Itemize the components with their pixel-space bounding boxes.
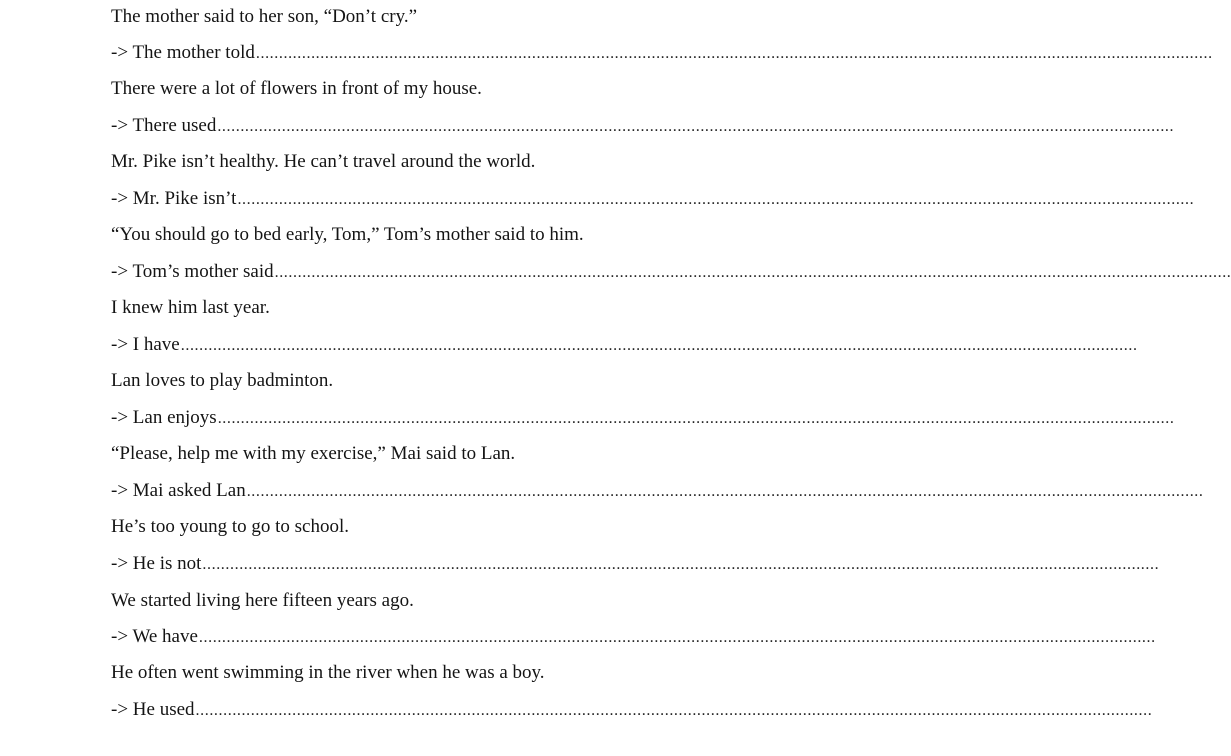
exercise-5-sentence: I knew him last year. xyxy=(111,297,270,318)
exercise-7-sentence: “Please, help me with my exercise,” Mai said to Lan. xyxy=(111,443,516,464)
exercise-3-sentence: Mr. Pike isn’t healthy. He can’t travel around the world. xyxy=(111,151,536,172)
answer-prefix: -> He is not xyxy=(111,553,202,574)
answer-prefix: -> We have xyxy=(111,626,198,647)
exercise-2-sentence: There were a lot of flowers in front of my house. xyxy=(111,78,482,99)
exercise-10-answer-line[interactable] xyxy=(111,696,1153,724)
exercise-6-sentence: Lan loves to play badminton. xyxy=(111,370,334,391)
answer-prefix: -> I have xyxy=(111,334,180,355)
answer-prefix: -> Lan enjoys xyxy=(111,407,217,428)
answer-blank[interactable]: ................................................................................................................................................................................................................ xyxy=(237,191,1195,208)
answer-blank[interactable]: ................................................................................................................................................................................................................ xyxy=(198,629,1156,646)
answer-blank[interactable]: ................................................................................................................................................................................................................ xyxy=(246,483,1204,500)
answer-blank[interactable]: ................................................................................................................................................................................................................ xyxy=(202,556,1160,573)
exercise-3-answer-line[interactable] xyxy=(111,185,1195,213)
answer-prefix: -> Tom’s mother said xyxy=(111,261,274,282)
exercise-1-sentence: The mother said to her son, “Don’t cry.” xyxy=(111,6,418,27)
answer-prefix: -> Mai asked Lan xyxy=(111,480,246,501)
exercise-8-sentence: He’s too young to go to school. xyxy=(111,516,350,537)
exercise-4-answer-line[interactable] xyxy=(111,258,1231,286)
answer-prefix: -> There used xyxy=(111,115,217,136)
exercise-2-answer-line[interactable] xyxy=(111,112,1175,140)
answer-blank[interactable]: ................................................................................................................................................................................................................ xyxy=(195,702,1153,719)
exercise-4-sentence: “You should go to bed early, Tom,” Tom’s mother said to him. xyxy=(111,224,584,245)
exercise-10-sentence: He often went swimming in the river when he was a boy. xyxy=(111,662,545,683)
exercise-1-answer-line[interactable] xyxy=(111,39,1213,67)
answer-blank[interactable]: ................................................................................................................................................................................................................ xyxy=(217,410,1175,427)
answer-prefix: -> He used xyxy=(111,699,195,720)
exercise-7-answer-line[interactable] xyxy=(111,477,1204,505)
exercise-8-answer-line[interactable] xyxy=(111,550,1160,578)
answer-blank[interactable]: ................................................................................................................................................................................................................ xyxy=(180,337,1138,354)
answer-blank[interactable]: ................................................................................................................................................................................................................ xyxy=(217,118,1175,135)
answer-blank[interactable]: ................................................................................................................................................................................................................ xyxy=(274,264,1231,281)
exercise-9-answer-line[interactable] xyxy=(111,623,1156,651)
exercise-5-answer-line[interactable] xyxy=(111,331,1138,359)
answer-prefix: -> The mother told xyxy=(111,42,255,63)
answer-blank[interactable]: ................................................................................................................................................................................................................ xyxy=(255,45,1213,62)
worksheet xyxy=(111,0,1231,756)
exercise-9-sentence: We started living here fifteen years ago. xyxy=(111,590,414,611)
answer-prefix: -> Mr. Pike isn’t xyxy=(111,188,237,209)
exercise-6-answer-line[interactable] xyxy=(111,404,1175,432)
